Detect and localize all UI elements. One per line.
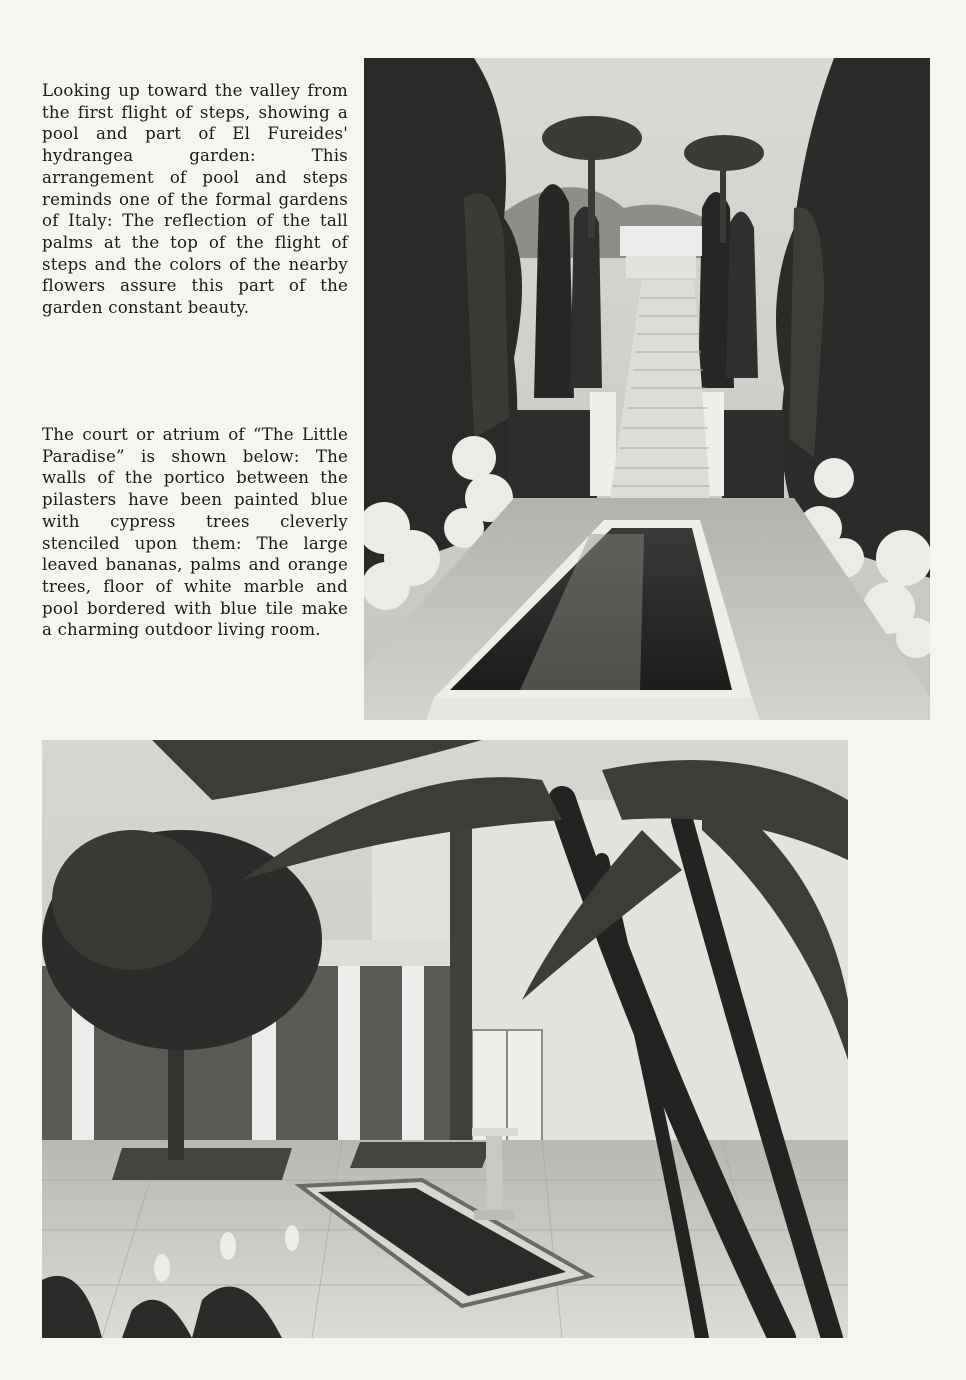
photo-atrium-court-image <box>42 740 848 1338</box>
caption-atrium: The court or atrium of “The Little Paradise” is shown below: The walls of the portico between the pilasters have been painted blue with cypress trees cleverly stenciled upon them: The large leaved bananas, palms and orange trees, floor of white marble and pool bordered with blue tile make a charming outdoor living room. <box>42 425 348 640</box>
photo-atrium-court <box>42 740 848 1338</box>
photo-garden-stairway-image <box>364 58 930 720</box>
caption-garden-steps: Looking up toward the valley from the first flight of steps, showing a pool and part of El Fureides' hydrangea garden: This arrangement of pool and steps reminds one of the formal gardens of Italy: The reflection of the tall palms at the top of the flight of steps and the colors of the nearby flowers assure this part of the garden constant beauty. <box>42 81 348 318</box>
photo-garden-stairway <box>364 58 930 720</box>
